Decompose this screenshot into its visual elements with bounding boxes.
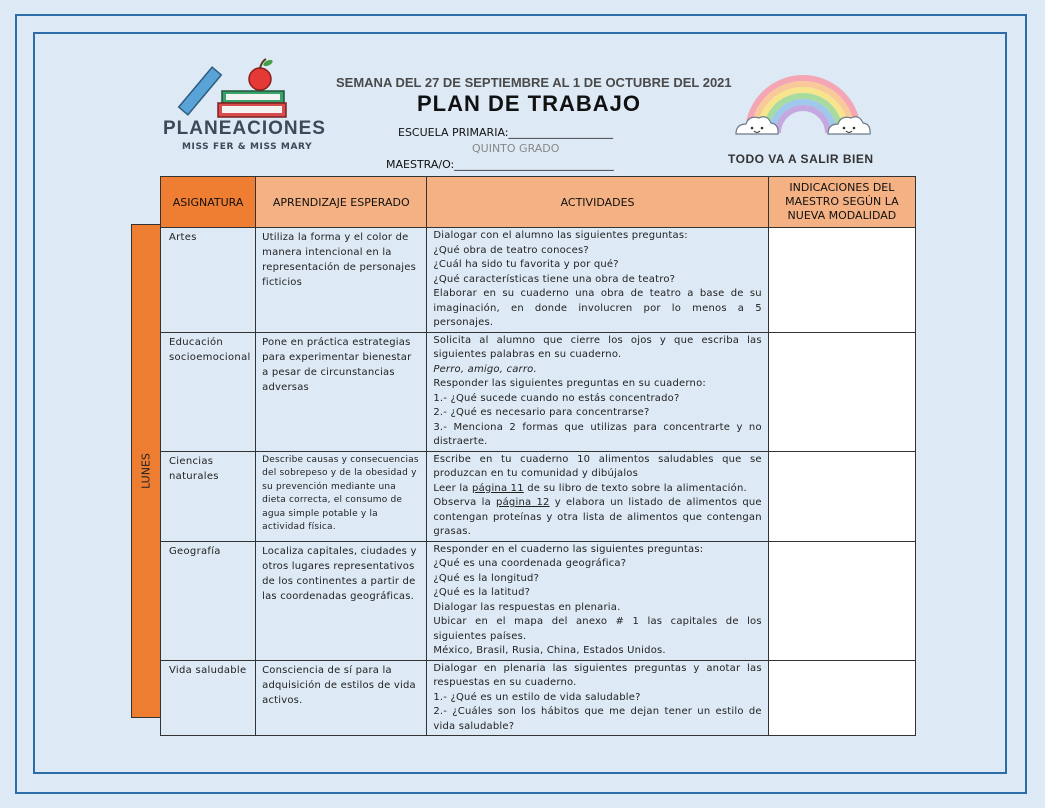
table-header-row [161, 177, 916, 228]
subject-cell: Artes [161, 228, 256, 333]
activity-line: Responder las siguientes preguntas en su cuaderno: [433, 378, 706, 389]
day-label: LUNES [139, 453, 153, 489]
activity-line: Elaborar en su cuaderno una obra de teatro a base de su imaginación, en donde involucren por lo menos a 5 personajes. [433, 288, 762, 328]
school-field: ESCUELA PRIMARIA:___________________ [398, 126, 613, 139]
activity-line: ¿Qué es una coordenada geográfica? [433, 558, 627, 569]
activity-line: 2.- ¿Qué es necesario para concentrarse? [433, 407, 650, 418]
teacher-notes-cell[interactable] [768, 228, 915, 333]
learning-cell: Utiliza la forma y el color de manera intencional en la representación de personajes ficticios [256, 228, 427, 333]
activity-line: Observa la página 12 y elabora un listado de alimentos que contengan proteínas y otra lista de alimentos que contengan grasas. [433, 497, 762, 537]
page-link[interactable]: página 11 [472, 482, 524, 494]
logo-subtitle: MISS FER & MISS MARY [182, 142, 313, 152]
activity-line: Responder en el cuaderno las siguientes preguntas: [433, 543, 704, 555]
table-row [161, 228, 916, 333]
subject-cell: Vida saludable [161, 660, 256, 736]
learning-cell: Describe causas y consecuencias del sobrepeso y de la obesidad y su prevención mediante una dieta correcta, el consumo de agua simple potable y la actividad física. [256, 451, 427, 541]
header-subject: ASIGNATURA [161, 177, 256, 228]
page-link[interactable]: página 12 [496, 497, 550, 508]
activity-line: 1.- ¿Qué es un estilo de vida saludable? [433, 691, 641, 703]
activity-line: Escribe en tu cuaderno 10 alimentos saludables que se produzcan en tu comunidad y dibújalos [433, 453, 762, 479]
subject-cell: Educación socioemocional [161, 332, 256, 451]
table-row [161, 332, 916, 451]
activity-line: Dialogar en plenaria las siguientes preguntas y anotar las respuestas en su cuaderno. [433, 662, 762, 688]
learning-cell: Pone en práctica estrategias para experimentar bienestar a pesar de circunstancias adversas [256, 332, 427, 451]
teacher-notes-cell[interactable] [768, 451, 915, 541]
activity-line: ¿Cuál ha sido tu favorita y por qué? [433, 259, 619, 270]
activities-cell [427, 228, 768, 333]
page-title: PLAN DE TRABAJO [417, 91, 642, 116]
subject-cell: Ciencias naturales [161, 451, 256, 541]
table-row [161, 541, 916, 660]
activities-cell [427, 541, 768, 660]
activity-line: ¿Qué características tiene una obra de teatro? [433, 273, 676, 285]
activity-line: 1.- ¿Qué sucede cuando no estás concentrado? [433, 392, 680, 404]
header-activities: ACTIVIDADES [427, 177, 768, 228]
activity-line: Dialogar las respuestas en plenaria. [433, 601, 621, 613]
week-range: SEMANA DEL 27 DE SEPTIEMBRE AL 1 DE OCTUBRE DEL 2021 [336, 75, 732, 90]
activity-line: 2.- ¿Cuáles son los hábitos que me dejan tener un estilo de vida saludable? [433, 706, 762, 732]
activity-line: Perro, amigo, carro. [433, 363, 537, 375]
activities-cell [427, 332, 768, 451]
learning-cell: Localiza capitales, ciudades y otros lugares representativos de los continentes a partir de las coordenadas geográficas. [256, 541, 427, 660]
teacher-field: MAESTRA/O:_____________________________ [386, 158, 614, 171]
activity-line: México, Brasil, Rusia, China, Estados Unidos. [433, 645, 666, 656]
activities-cell [427, 660, 768, 736]
activity-line: ¿Qué es la longitud? [433, 572, 540, 584]
rainbow-clouds-icon [728, 58, 878, 148]
subject-cell: Geografía [161, 541, 256, 660]
teacher-notes-cell[interactable] [768, 541, 915, 660]
header-learning: APRENDIZAJE ESPERADO [256, 177, 427, 228]
activity-line: ¿Qué es la latitud? [433, 587, 531, 598]
header-teacher-notes: INDICACIONES DEL MAESTRO SEGÚN LA NUEVA MODALIDAD [768, 177, 915, 228]
grade-label: QUINTO GRADO [472, 142, 560, 155]
activity-line: Leer la página 11 de su libro de texto sobre la alimentación. [433, 482, 747, 494]
teacher-notes-cell[interactable] [768, 660, 915, 736]
activity-line: 3.- Menciona 2 formas que utilizas para concentrarte y no distraerte. [433, 421, 762, 447]
activity-line: Solicita al alumno que cierre los ojos y que escriba las siguientes palabras en su cuaderno. [433, 334, 762, 360]
work-plan-table [160, 176, 916, 736]
teacher-notes-cell[interactable] [768, 332, 915, 451]
books-apple-logo [160, 55, 330, 155]
day-label-column [131, 224, 161, 718]
learning-cell: Consciencia de sí para la adquisición de estilos de vida activos. [256, 660, 427, 736]
activities-cell [427, 451, 768, 541]
table-row [161, 451, 916, 541]
motto-text: TODO VA A SALIR BIEN [728, 152, 874, 166]
logo-title: PLANEACIONES [163, 118, 326, 139]
activity-line: Ubicar en el mapa del anexo # 1 las capitales de los siguientes países. [433, 616, 762, 642]
table-row [161, 660, 916, 736]
activity-line: Dialogar con el alumno las siguientes preguntas: [433, 230, 688, 241]
activity-line: ¿Qué obra de teatro conoces? [433, 244, 589, 256]
